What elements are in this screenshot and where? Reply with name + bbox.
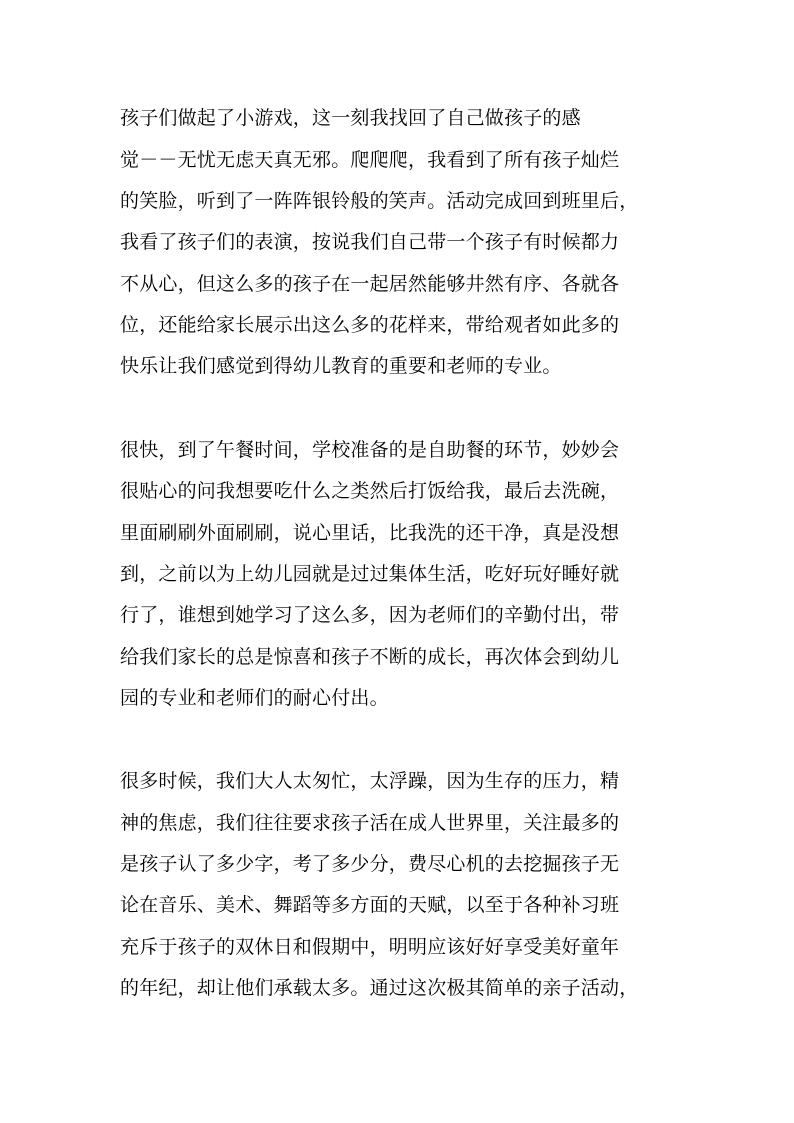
text-line: 很快，到了午餐时间，学校准备的是自助餐的环节，妙妙会 [120, 439, 620, 461]
text-line: 到，之前以为上幼儿园就是过过集体生活，吃好玩好睡好就 [120, 563, 620, 585]
text-line: 里面刷刷外面刷刷，说心里话，比我洗的还干净，真是没想 [120, 522, 620, 544]
text-line: 的年纪，却让他们承载太多。通过这次极其简单的亲子活动， [120, 977, 639, 999]
text-line: 园的专业和老师们的耐心付出。 [120, 687, 389, 709]
text-line: 的笑脸，听到了一阵阵银铃般的笑声。活动完成回到班里后， [120, 190, 639, 212]
text-line: 给我们家长的总是惊喜和孩子不断的成长，再次体会到幼儿 [120, 646, 620, 668]
text-line: 行了，谁想到她学习了这么多，因为老师们的辛勤付出，带 [120, 604, 620, 626]
text-line: 论在音乐、美术、舞蹈等多方面的天赋，以至于各种补习班 [120, 894, 620, 916]
text-line: 很贴心的问我想要吃什么之类然后打饭给我，最后去洗碗， [120, 480, 620, 502]
text-line: 神的焦虑，我们往往要求孩子活在成人世界里，关注最多的 [120, 812, 620, 834]
text-line: 很多时候，我们大人太匆忙，太浮躁，因为生存的压力，精 [120, 770, 620, 792]
text-line: 是孩子认了多少字，考了多少分，费尽心机的去挖掘孩子无 [120, 853, 620, 875]
text-line: 觉－－无忧无虑天真无邪。爬爬爬，我看到了所有孩子灿烂 [120, 149, 620, 171]
text-line: 位，还能给家长展示出这么多的花样来，带给观者如此多的 [120, 314, 620, 336]
text-line: 快乐让我们感觉到得幼儿教育的重要和老师的专业。 [120, 355, 562, 377]
text-line: 孩子们做起了小游戏，这一刻我找回了自己做孩子的感 [120, 107, 581, 129]
text-line: 充斥于孩子的双休日和假期中，明明应该好好享受美好童年 [120, 936, 620, 958]
text-line: 不从心，但这么多的孩子在一起居然能够井然有序、各就各 [120, 273, 620, 295]
text-line: 我看了孩子们的表演，按说我们自己带一个孩子有时候都力 [120, 231, 620, 253]
